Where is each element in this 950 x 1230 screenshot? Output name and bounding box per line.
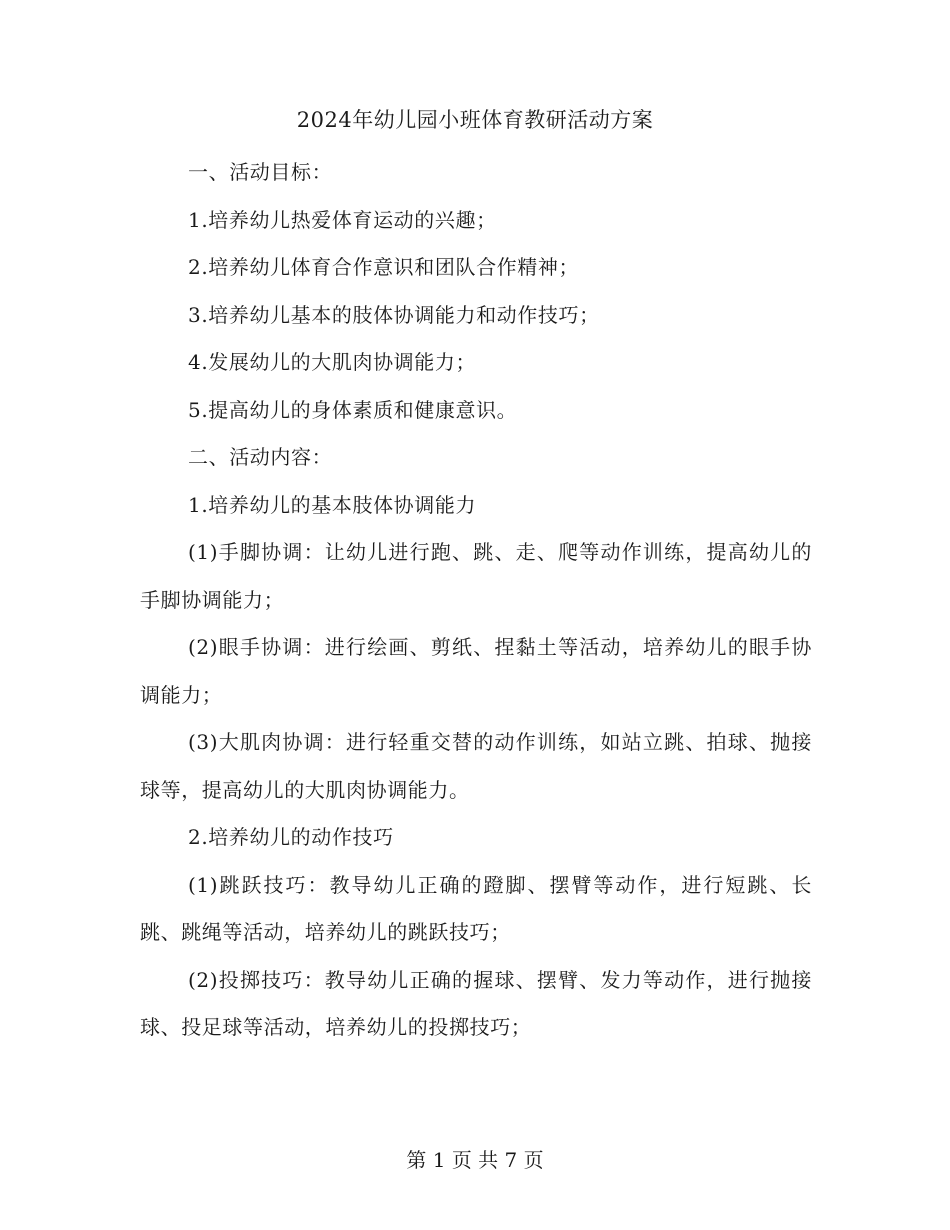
content-item-1-3: (3)大肌肉协调：进行轻重交替的动作训练，如站立跳、拍球、抛接球等，提高幼儿的大肌肉协调能力。: [140, 730, 812, 802]
content-subheading-2: 2.培养幼儿的动作技巧: [188, 825, 394, 849]
section-heading-goals: 一、活动目标：: [188, 160, 333, 184]
goal-item-2: 2.培养幼儿体育合作意识和团队合作精神；: [188, 255, 580, 279]
content-item-2-1: (1)跳跃技巧：教导幼儿正确的蹬脚、摆臂等动作，进行短跳、长跳、跳绳等活动，培养幼儿的跳跃技巧；: [140, 872, 812, 944]
content-item-2-2: (2)投掷技巧：教导幼儿正确的握球、摆臂、发力等动作，进行抛接球、投足球等活动，培养幼儿的投掷技巧；: [140, 967, 812, 1039]
document-body: [140, 149, 812, 1052]
content-subheading-1: 1.培养幼儿的基本肢体协调能力: [188, 492, 477, 517]
content-item-1-2: (2)眼手协调：进行绘画、剪纸、捏黏土等活动，培养幼儿的眼手协调能力；: [140, 635, 812, 707]
goal-item-3: 3.培养幼儿基本的肢体协调能力和动作技巧；: [188, 302, 600, 327]
goal-item-1: 1.培养幼儿热爱体育运动的兴趣；: [188, 207, 497, 232]
goal-item-5: 5.提高幼儿的身体素质和健康意识。: [188, 397, 518, 422]
page-footer: 第 1 页 共 7 页: [406, 1148, 544, 1172]
goal-item-4: 4.发展幼儿的大肌肉协调能力；: [188, 350, 477, 374]
section-heading-content: 二、活动内容：: [188, 445, 333, 469]
content-item-1-1: (1)手脚协调：让幼儿进行跑、跳、走、爬等动作训练，提高幼儿的手脚协调能力；: [140, 540, 812, 612]
document-title: 2024年幼儿园小班体育教研活动方案: [296, 108, 654, 132]
